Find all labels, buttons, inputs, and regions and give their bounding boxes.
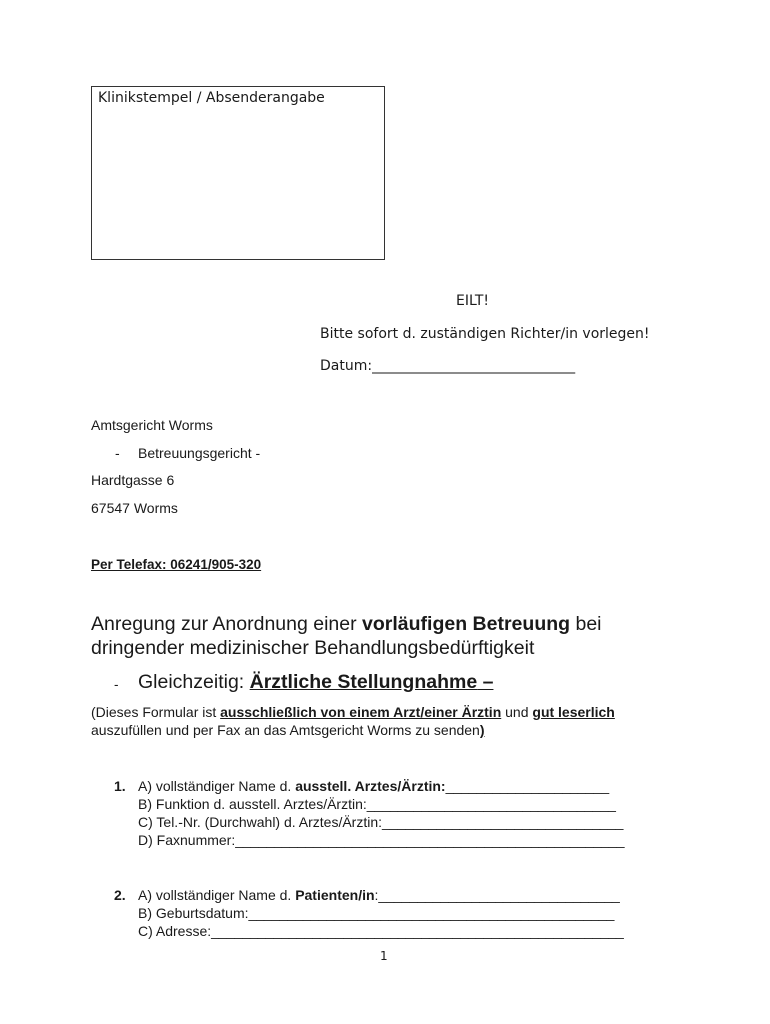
note-part: und	[501, 704, 533, 720]
patient-address-field: C) Adresse:_____________________________________________________	[138, 923, 624, 939]
urgent-instruction: Bitte sofort d. zuständigen Richter/in vorlegen!	[320, 326, 650, 342]
page-number: 1	[380, 949, 388, 963]
note-part: auszufüllen und per Fax an das Amtsgericht Worms zu senden	[91, 722, 480, 738]
field-label-bold: ausstell. Arztes/Ärztin:	[295, 778, 446, 794]
note-part: )	[479, 722, 485, 738]
urgent-label: EILT!	[456, 293, 490, 309]
field-label: A) vollständiger Name d.	[138, 778, 296, 794]
field-line: :_______________________________	[374, 887, 620, 903]
clinic-stamp-box	[91, 86, 385, 260]
title-part: Anregung zur Anordnung einer	[91, 613, 363, 635]
subtitle-emphasis: Ärztliche Stellungnahme	[249, 671, 478, 693]
title-part: bei	[570, 613, 602, 635]
patient-name-field	[138, 887, 620, 903]
dept-dash: -	[115, 445, 120, 461]
section1-number: 1.	[114, 778, 126, 794]
doctor-phone-field: C) Tel.-Nr. (Durchwahl) d. Arztes/Ärztin:_______________________________	[138, 814, 624, 830]
court-name: Amtsgericht Worms	[91, 417, 213, 433]
patient-birthdate-field: B) Geburtsdatum:_______________________________________________	[138, 905, 615, 921]
title-emphasis: vorläufigen Betreuung	[362, 613, 571, 635]
note-part: (Dieses Formular ist	[91, 704, 221, 720]
form-subtitle	[138, 670, 493, 694]
date-field: Datum:_____________________________	[320, 358, 576, 374]
field-label-bold: Patienten/in	[295, 887, 375, 903]
doctor-function-field: B) Funktion d. ausstell. Arztes/Ärztin:________________________________	[138, 796, 616, 812]
court-city: 67547 Worms	[91, 500, 178, 516]
court-street: Hardtgasse 6	[91, 472, 175, 488]
note-line1	[91, 704, 615, 720]
subtitle-dash: -	[114, 677, 119, 692]
stamp-label: Klinikstempel / Absenderangabe	[98, 90, 325, 106]
court-department: Betreuungsgericht -	[138, 445, 261, 461]
note-emphasis: ausschließlich von einem Arzt/einer Ärztin	[220, 704, 502, 720]
subtitle-part: –	[477, 671, 494, 693]
doctor-name-field	[138, 778, 609, 794]
doctor-fax-field: D) Faxnummer:__________________________________________________	[138, 832, 625, 848]
section2-number: 2.	[114, 887, 126, 903]
form-title-line2: dringender medizinischer Behandlungsbedürftigkeit	[91, 637, 535, 659]
subtitle-part: Gleichzeitig:	[138, 671, 250, 693]
field-line: _____________________	[445, 778, 610, 794]
form-title-line1	[91, 612, 602, 636]
fax-number: Per Telefax: 06241/905-320	[91, 557, 262, 572]
note-line2	[91, 722, 485, 738]
note-emphasis: gut leserlich	[532, 704, 615, 720]
field-label: A) vollständiger Name d.	[138, 887, 296, 903]
